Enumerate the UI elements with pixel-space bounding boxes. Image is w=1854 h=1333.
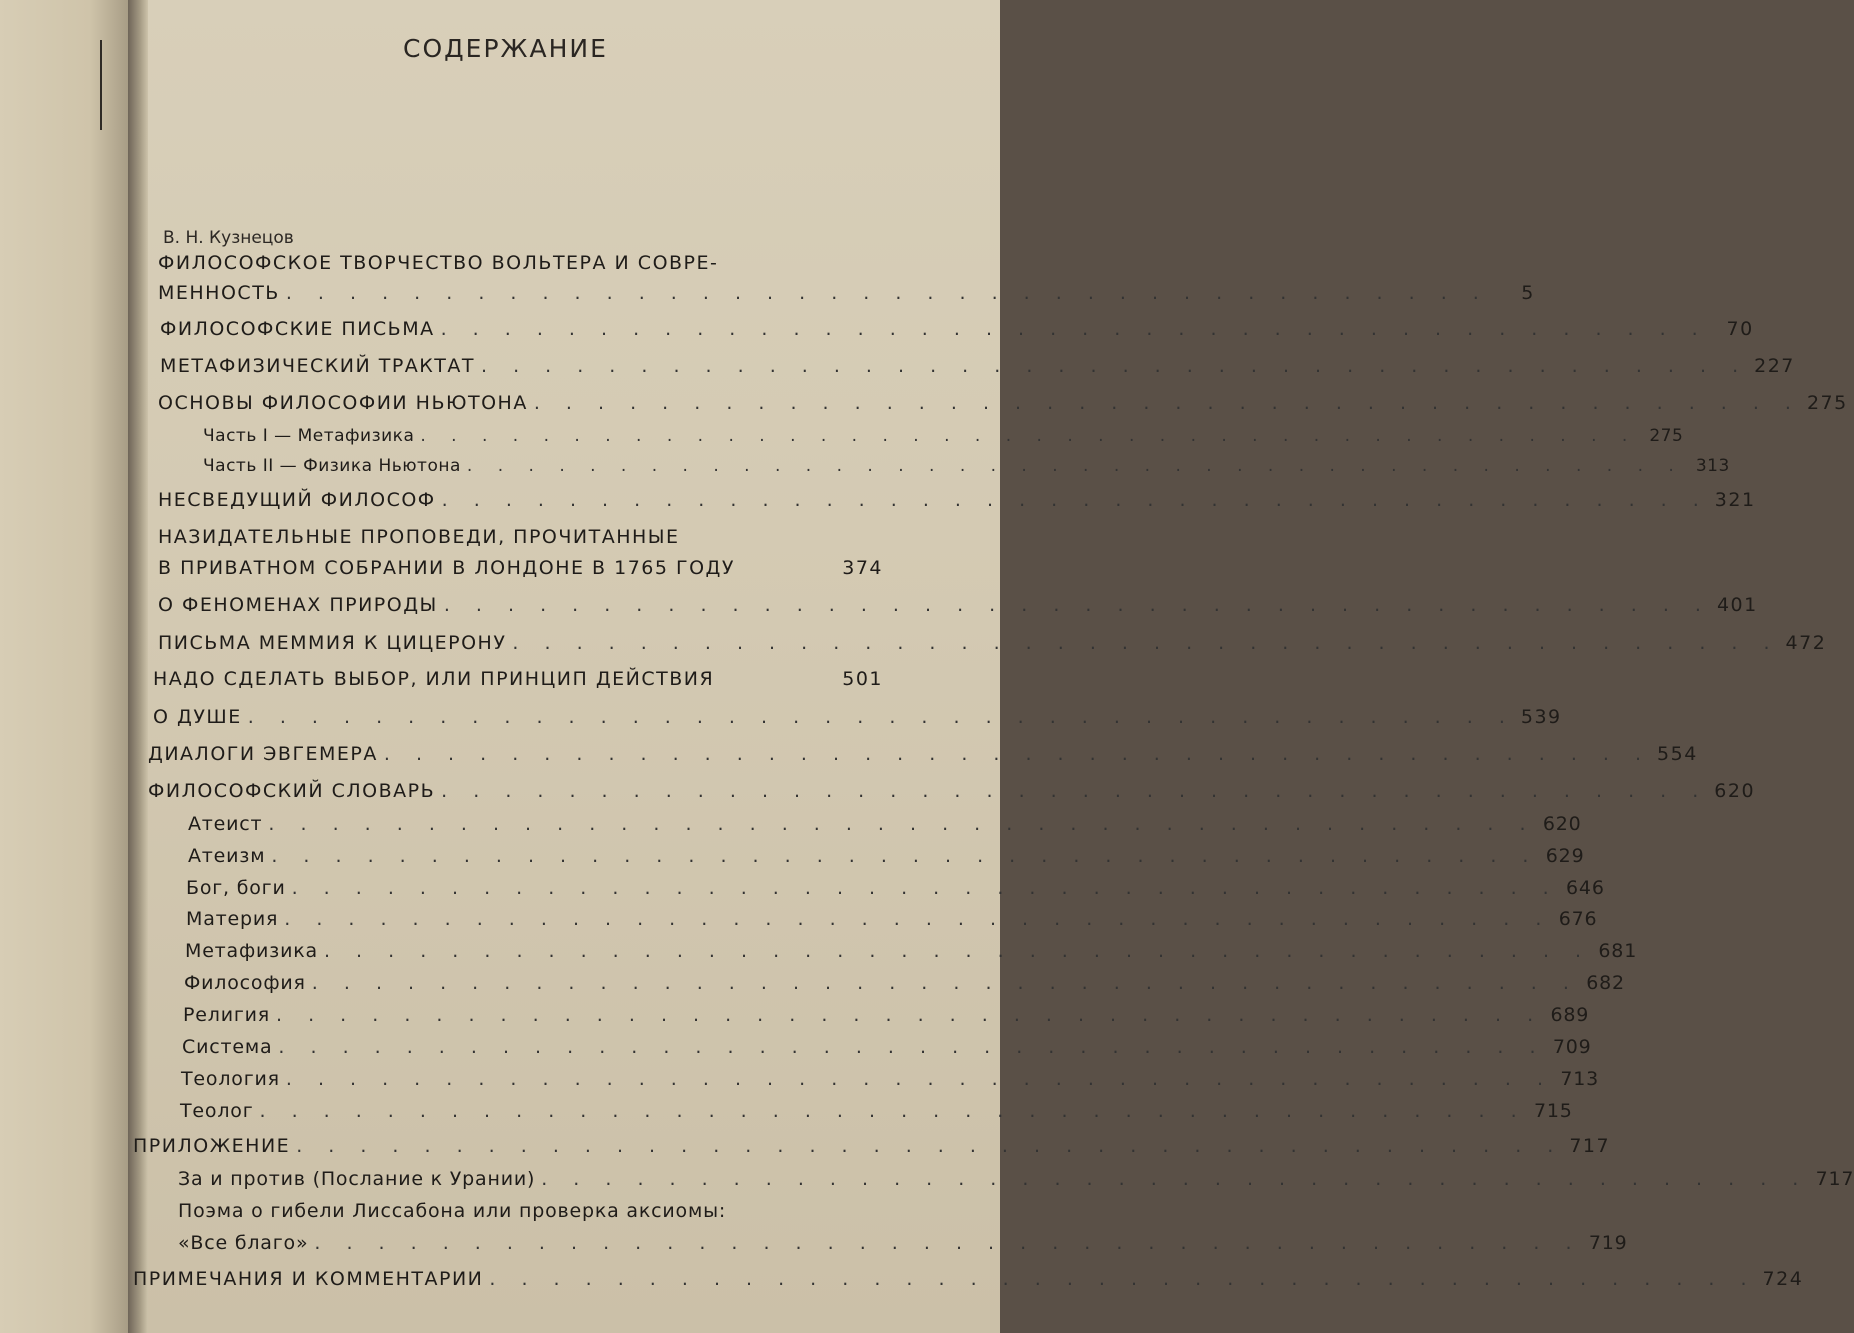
toc-entry xyxy=(148,780,1756,802)
toc-leader-dots: . . . . . . . . . . . . . . . . . . . . . . . . . . . . . . . . . . . . . . . . xyxy=(533,392,1801,414)
toc-entry-label: ПИСЬМА МЕММИЯ К ЦИЦЕРОНУ xyxy=(158,632,507,654)
author-name: В. Н. Кузнецов xyxy=(163,228,294,248)
toc-entry xyxy=(188,813,1582,835)
toc-entry-label: За и против (Послание к Урании) xyxy=(178,1168,536,1190)
page-title: СОДЕРЖАНИЕ xyxy=(403,34,608,63)
toc-entry xyxy=(203,426,1684,446)
toc-entry-page: 713 xyxy=(1560,1068,1599,1090)
toc-entry xyxy=(183,1004,1590,1026)
toc-entry-page: 313 xyxy=(1695,456,1730,476)
toc-entry xyxy=(181,1068,1599,1090)
toc-entry xyxy=(160,355,1795,377)
toc-entry-page: 554 xyxy=(1657,743,1698,765)
toc-leader-dots: . . . . . . . . . . . . . . . . . . . . . . . . . . . . . . . . . . . . . . . . xyxy=(247,706,1515,728)
toc-leader-dots: . . . . . . . . . . . . . . . . . . . . . . . . . . . . . . . . . . . . . . . . xyxy=(271,845,1539,867)
toc-leader-dots: . . . . . . . . . . . . . . . . . . . . . . . . . . . . . . . . . . . . . . xyxy=(285,282,1489,304)
toc-leader-dots: . . . . . . . . . . . . . . . . . . . . . . . . . . . . . . . . . . . . . . . . xyxy=(480,355,1749,377)
toc-entry-page: 539 xyxy=(1520,706,1562,728)
toc-entry-page: 717 xyxy=(1569,1135,1611,1157)
toc-entry-label: Философия xyxy=(184,972,306,994)
toc-entry-label: Религия xyxy=(183,1004,270,1026)
toc-leader-dots: . . . . . . . . . . . . . . . . . . . . . . . . . . . . . . . . . . . . . . . . xyxy=(278,1036,1546,1058)
toc-entry xyxy=(158,632,1827,654)
toc-entry-page: 275 xyxy=(1649,426,1684,446)
toc-entry-label: Атеист xyxy=(188,813,263,835)
toc-entry xyxy=(158,392,1848,414)
toc-entry-label: ОСНОВЫ ФИЛОСОФИИ НЬЮТОНА xyxy=(158,392,528,414)
toc-entry-page: 689 xyxy=(1550,1004,1590,1026)
toc-leader-dots: . . . . . . . . . . . . . . . . . . . . . . . . . . . . . . . . . . . . . . . . xyxy=(441,780,1709,802)
toc-entry-page: 709 xyxy=(1552,1036,1592,1058)
toc-leader-dots: . . . . . . . . . . . . . . . . . . . . . . . . . . . . . . . . . . . . . . . . xyxy=(268,813,1536,835)
toc-entry xyxy=(158,594,1758,616)
toc-entry-page: 620 xyxy=(1714,780,1756,802)
toc-leader-dots: . . . . . . . . . . . . . . . . . . . . . . . . . . . . . . . . . . . . . . . . xyxy=(420,426,1638,446)
facing-page-rule xyxy=(100,40,102,130)
toc-leader-dots: . . . . . . . . . . . . . . . . . . . . . . . . . . . . . . . . . . . . . . . . xyxy=(441,489,1709,511)
toc-entry xyxy=(158,282,1535,304)
toc-entry-label: Теолог xyxy=(180,1100,254,1122)
toc-leader-dots: . . . . . . . . . . . . . . . . . . . . . . . . . . . . . . . . . . . . . . . . xyxy=(259,1100,1527,1122)
toc-entry-page: 717 xyxy=(1815,1168,1854,1190)
toc-entry xyxy=(178,1200,883,1222)
toc-entry-page: 724 xyxy=(1762,1268,1804,1290)
toc-entry-page: 682 xyxy=(1586,972,1625,994)
toc-entry xyxy=(148,743,1698,765)
toc-entry-label: О ФЕНОМЕНАХ ПРИРОДЫ xyxy=(158,594,438,616)
toc-leader-dots: . . . . . . . . . . . . . . . . . . . . . . . . . . . . . . . . . . . . . . . . xyxy=(466,456,1684,476)
toc-entry-label: Система xyxy=(182,1036,273,1058)
toc-entry-label: ПРИМЕЧАНИЯ И КОММЕНТАРИИ xyxy=(133,1268,484,1290)
toc-entry-page: 715 xyxy=(1533,1100,1573,1122)
toc-entry-page: 275 xyxy=(1806,392,1848,414)
toc-entry-page: 629 xyxy=(1545,845,1585,867)
toc-entry xyxy=(185,940,1638,962)
toc-entry-label: ФИЛОСОФСКИЕ ПИСЬМА xyxy=(160,318,435,340)
toc-entry xyxy=(158,557,883,579)
toc-leader-dots: . . . . . . . . . . . . . . . . . . . . . . . . . . . . . . . . . . . . . . . . xyxy=(383,743,1652,765)
toc-entry xyxy=(178,1232,1628,1254)
toc-leader-dots: . . . . . . . . . . . . . . . . . . . . . . . . . . . . . . . . . . . . . . . . xyxy=(440,318,1708,340)
toc-entry-label: ПРИЛОЖЕНИЕ xyxy=(133,1135,291,1157)
toc-entry xyxy=(160,318,1754,340)
toc-entry xyxy=(186,877,1605,899)
toc-entry-label: НАДО СДЕЛАТЬ ВЫБОР, ИЛИ ПРИНЦИП ДЕЙСТВИЯ xyxy=(153,668,715,690)
toc-entry xyxy=(188,845,1585,867)
facing-page-edge xyxy=(0,0,128,1333)
toc-entry xyxy=(203,456,1730,476)
contents-page xyxy=(133,0,1854,1333)
toc-entry-label: «Все благо» xyxy=(178,1232,309,1254)
toc-entry-label: Атеизм xyxy=(188,845,266,867)
toc-entry-label: ДИАЛОГИ ЭВГЕМЕРА xyxy=(148,743,378,765)
toc-entry-label: В ПРИВАТНОМ СОБРАНИИ В ЛОНДОНЕ В 1765 ГОДУ xyxy=(158,557,735,579)
toc-leader-dots: . . . . . . . . . . . . . . . . . . . . . . . . . . . . . . . . . . . . . . . . xyxy=(314,1232,1582,1254)
toc-entry xyxy=(182,1036,1592,1058)
toc-entry-page: 227 xyxy=(1754,355,1795,377)
toc-leader-dots: . . . . . . . . . . . . . . . . . . . . . . . . . . . . . . . . . . . . . . . . xyxy=(323,940,1592,962)
toc-leader-dots: . . . . . . . . . . . . . . . . . . . . . . . . . . . . . . . . . . . . . . . . xyxy=(285,1068,1553,1090)
toc-entry xyxy=(153,668,883,690)
toc-entry xyxy=(133,1268,1804,1290)
toc-entry-page: 501 xyxy=(842,668,883,690)
toc-entry-page: 472 xyxy=(1785,632,1827,654)
toc-entry-page: 321 xyxy=(1714,489,1756,511)
toc-entry-line1: ФИЛОСОФСКОЕ ТВОРЧЕСТВО ВОЛЬТЕРА И СОВРЕ- xyxy=(158,252,719,274)
toc-entry xyxy=(158,489,1756,511)
toc-entry-page: 620 xyxy=(1542,813,1582,835)
toc-entry-label: НАЗИДАТЕЛЬНЫЕ ПРОПОВЕДИ, ПРОЧИТАННЫЕ xyxy=(158,526,680,548)
toc-entry-label: МЕТАФИЗИЧЕСКИЙ ТРАКТАТ xyxy=(160,355,475,377)
toc-entry-page: 401 xyxy=(1716,594,1758,616)
toc-entry xyxy=(186,908,1598,930)
toc-entry-label: Часть I — Метафизика xyxy=(203,426,415,446)
toc-entry xyxy=(184,972,1625,994)
toc-entry-page: 374 xyxy=(842,557,883,579)
toc-entry xyxy=(158,526,883,548)
toc-entry-page: 5 xyxy=(1521,282,1535,304)
toc-leader-dots: . . . . . . . . . . . . . . . . . . . . . . . . . . . . . . . . . . . . . . . . xyxy=(489,1268,1757,1290)
toc-entry-label: Часть II — Физика Ньютона xyxy=(203,456,461,476)
toc-entry xyxy=(153,706,1562,728)
toc-entry-label: ФИЛОСОФСКИЙ СЛОВАРЬ xyxy=(148,780,436,802)
toc-leader-dots: . . . . . . . . . . . . . . . . . . . . . . . . . . . . . . . . . . . . . . . . xyxy=(296,1135,1564,1157)
book-gutter xyxy=(128,0,148,1333)
toc-entry-label: Поэма о гибели Лиссабона или проверка аксиомы: xyxy=(178,1200,727,1222)
toc-entry-page: 681 xyxy=(1598,940,1638,962)
toc-entry-page: 719 xyxy=(1588,1232,1628,1254)
toc-entry-label: Бог, боги xyxy=(186,877,286,899)
toc-entry-label: НЕСВЕДУЩИЙ ФИЛОСОФ xyxy=(158,489,436,511)
toc-entry-page: 646 xyxy=(1566,877,1605,899)
toc-leader-dots: . . . . . . . . . . . . . . . . . . . . . . . . . . . . . . . . . . . . . . . . xyxy=(291,877,1559,899)
toc-entry xyxy=(180,1100,1573,1122)
toc-entry-label: Материя xyxy=(186,908,279,930)
toc-entry-page: 70 xyxy=(1726,318,1754,340)
toc-leader-dots: . . . . . . . . . . . . . . . . . . . . . . . . . . . . . . . . . . . . . . . . xyxy=(512,632,1780,654)
toc-leader-dots: . . . . . . . . . . . . . . . . . . . . . . . . . . . . . . . . . . . . . . . . xyxy=(276,1004,1544,1026)
toc-leader-dots: . . . . . . . . . . . . . . . . . . . . . . . . . . . . . . . . . . . . . . . . xyxy=(284,908,1552,930)
toc-leader-dots: . . . . . . . . . . . . . . . . . . . . . . . . . . . . . . . . . . . . . . . . xyxy=(443,594,1711,616)
toc-entry-label: Теология xyxy=(181,1068,280,1090)
toc-entry xyxy=(178,1168,1854,1190)
toc-leader-dots: . . . . . . . . . . . . . . . . . . . . . . . . . . . . . . . . . . . . . . . . xyxy=(311,972,1579,994)
toc-entry-label: Метафизика xyxy=(185,940,318,962)
toc-leader-dots: . . . . . . . . . . . . . . . . . . . . . . . . . . . . . . . . . . . . . . . . xyxy=(541,1168,1809,1190)
toc-entry-label: МЕННОСТЬ xyxy=(158,282,280,304)
toc-entry xyxy=(133,1135,1611,1157)
toc-entry-page: 676 xyxy=(1558,908,1598,930)
toc-entry-label: О ДУШЕ xyxy=(153,706,242,728)
